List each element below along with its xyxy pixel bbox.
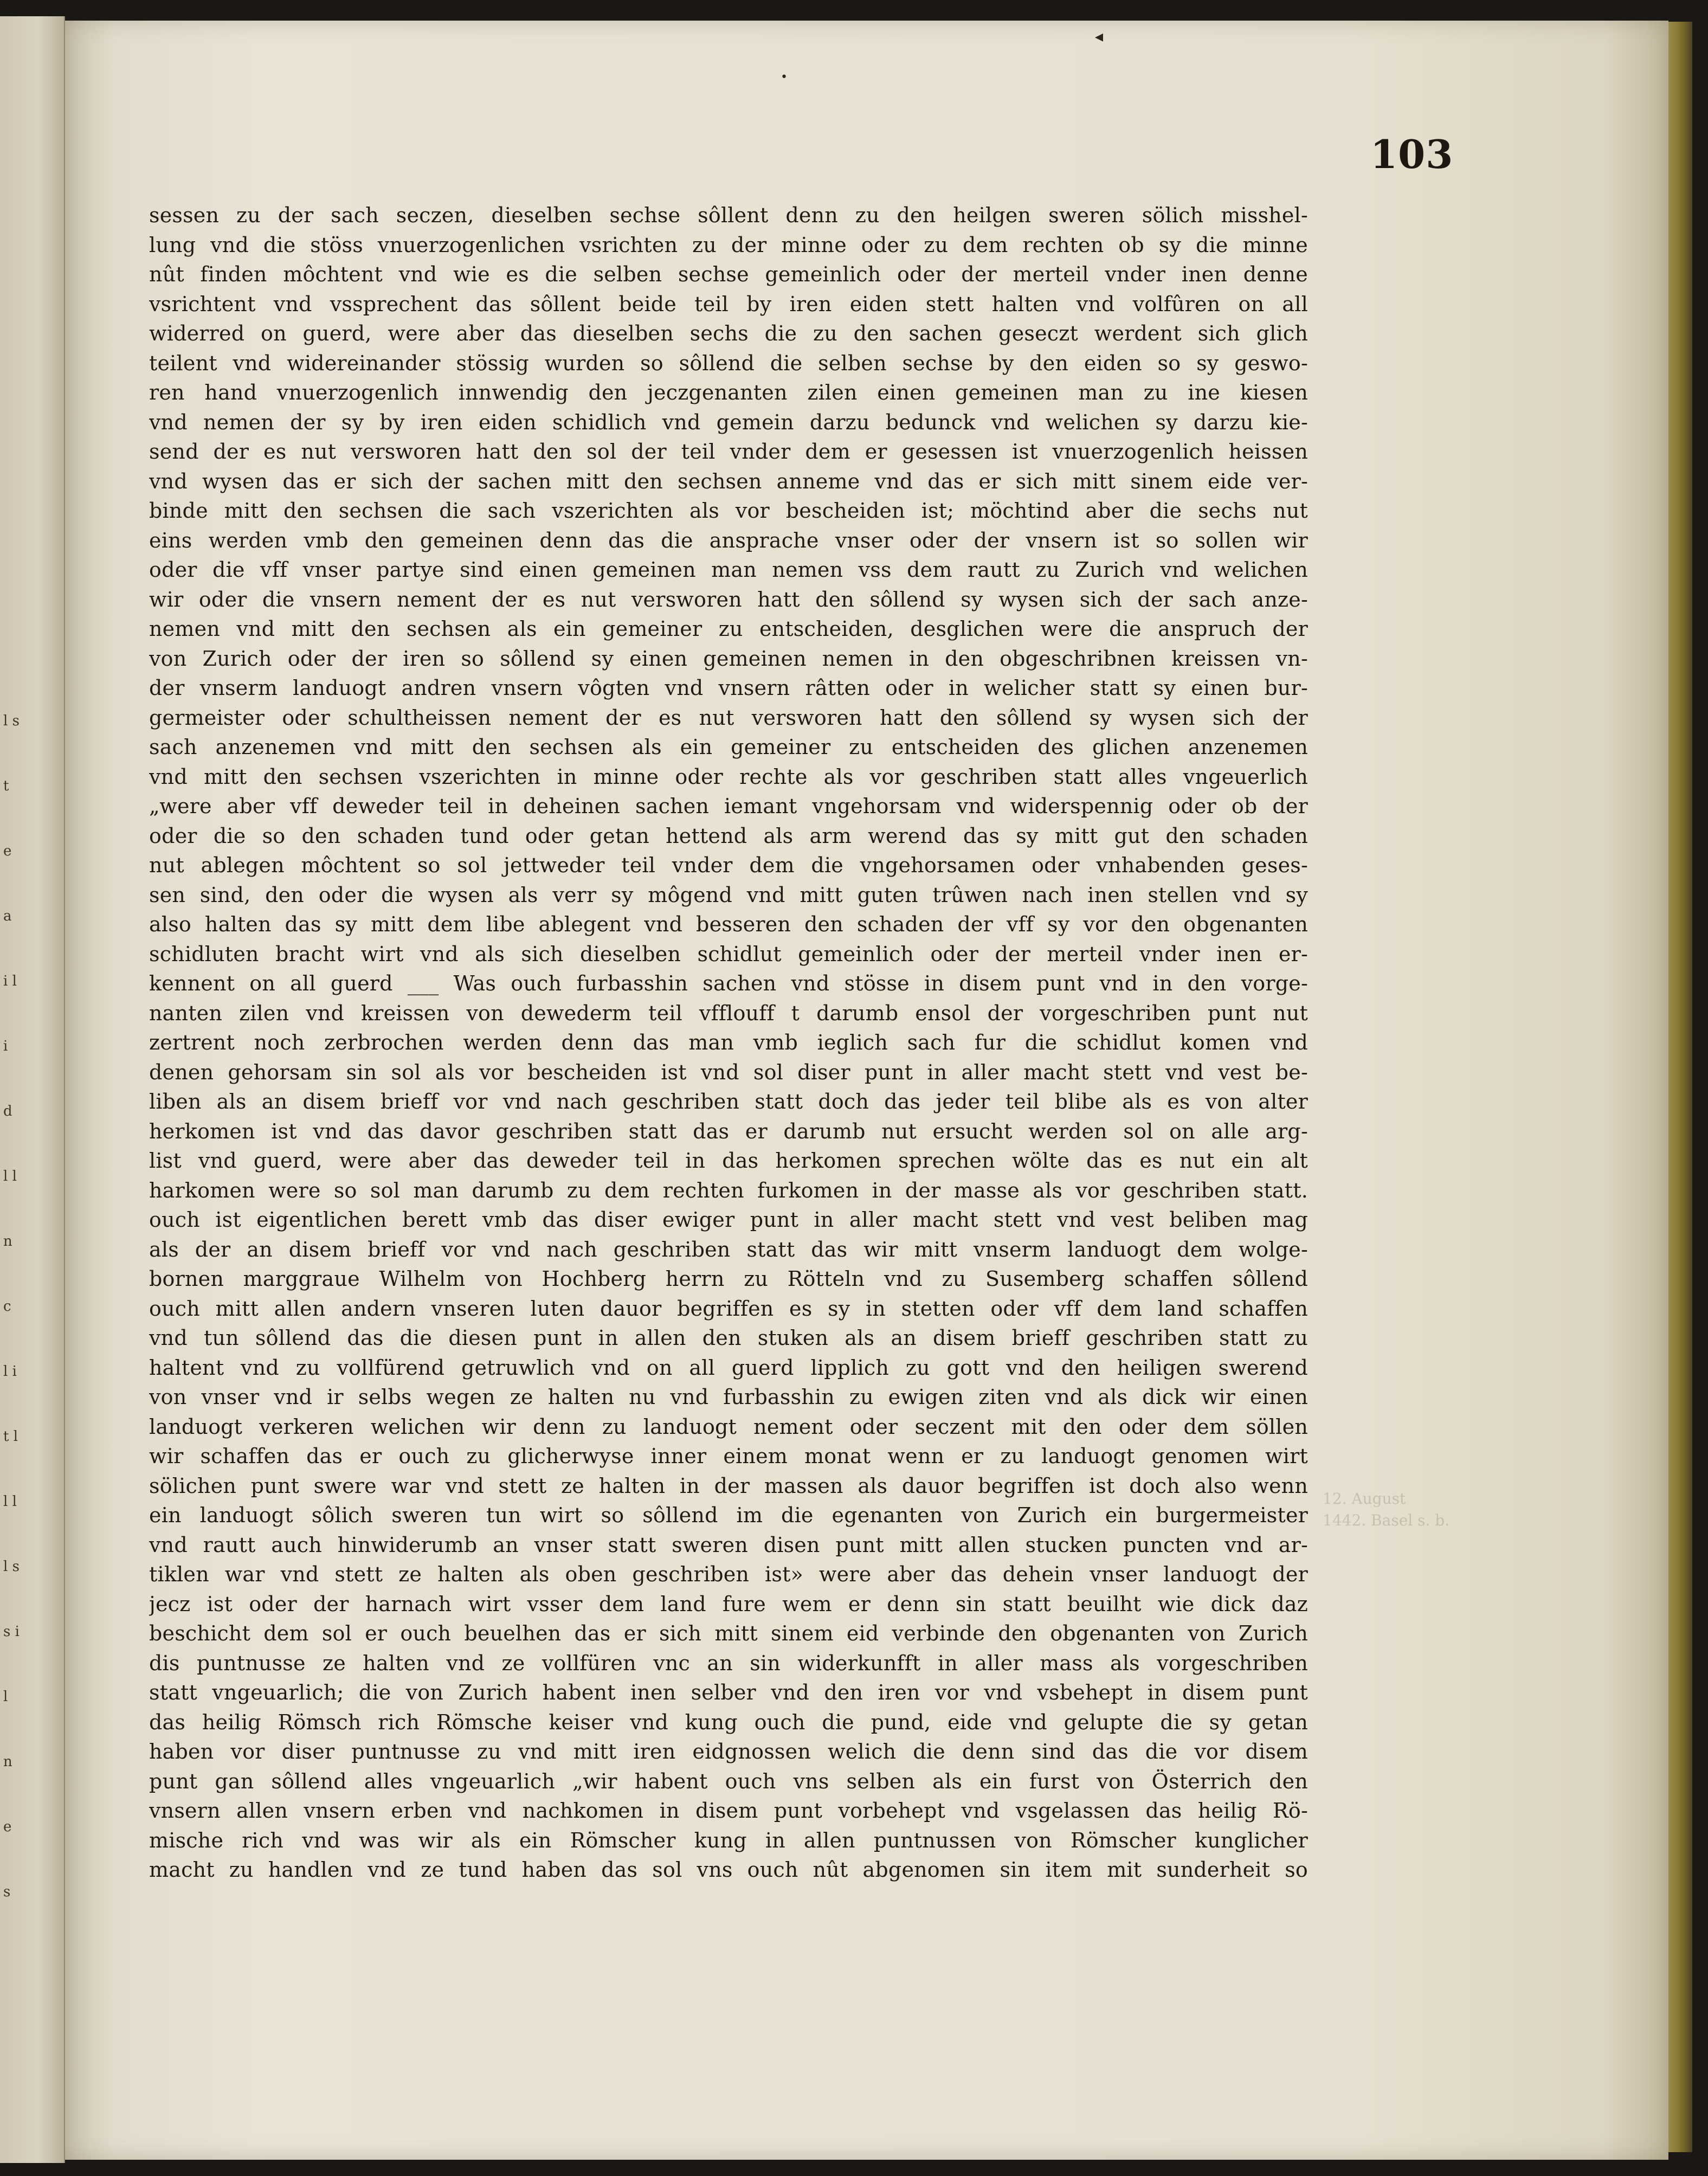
text-line: liben als an disem brieff vor vnd nach geschriben statt doch das jeder teil blibe als es von alter (149, 1090, 1308, 1113)
text-line: wir schaffen das er ouch zu glicherwyse inner einem monat wenn er zu landuogt genomen wirt (149, 1444, 1308, 1468)
left-page-fragment: l s t e a i l i d l l n c l i t l l l l s s i l n e s (3, 713, 20, 1900)
text-line: denen gehorsam sin sol als vor bescheiden ist vnd sol diser punt in aller macht stett vnd vest be- (149, 1060, 1308, 1084)
text-line: nemen vnd mitt den sechsen als ein gemeiner zu entscheiden, desglichen were die anspruch der (149, 617, 1308, 641)
text-line: schidluten bracht wirt vnd als sich dieselben schidlut gemeinlich oder der merteil vnder inen er- (149, 942, 1308, 966)
text-line: macht zu handlen vnd ze tund haben das sol vns ouch nût abgenomen sin item mit sunderheit so (149, 1858, 1308, 1882)
text-line: dis puntnusse ze halten vnd ze vollfüren vnc an sin widerkunfft in aller mass als vorgeschriben (149, 1651, 1308, 1675)
text-line: vnd wysen das er sich der sachen mitt den sechsen anneme vnd das er sich mitt sinem eide ver- (149, 469, 1308, 493)
text-line: haben vor diser puntnusse zu vnd mitt iren eidgnossen welich die denn sind das die vor disem (149, 1740, 1308, 1763)
text-line: beschicht dem sol er ouch beuelhen das er sich mitt sinem eid verbinde den obgenanten von Zurich (149, 1621, 1308, 1645)
text-line: harkomen were so sol man darumb zu dem rechten furkomen in der masse als vor geschriben statt. (149, 1178, 1308, 1202)
text-line: sach anzenemen vnd mitt den sechsen als ein gemeiner zu entscheiden des glichen anzenemen (149, 735, 1308, 759)
text-line: oder die so den schaden tund oder getan hettend als arm werend das sy mitt gut den schaden (149, 823, 1308, 848)
text-line: vnsern allen vnsern erben vnd nachkomen in disem punt vorbehept vnd vsgelassen das heilig Rö- (149, 1799, 1308, 1823)
text-line: bornen marggraue Wilhelm von Hochberg herrn zu Rötteln vnd zu Susemberg schaffen sôllend (149, 1267, 1308, 1291)
text-line: wir oder die vnsern nement der es nut versworen hatt den sôllend sy wysen sich der sach anze- (149, 587, 1308, 611)
text-line: eins werden vmb den gemeinen denn das die ansprache vnser oder der vnsern ist so sollen wir (149, 528, 1308, 552)
text-line: vnd nemen der sy by iren eiden schidlich vnd gemein darzu bedunck vnd welichen sy darzu kie- (149, 410, 1308, 434)
text-line: statt vngeuarlich; die von Zurich habent inen selber vnd den iren vor vnd vsbehept in disem punt (149, 1681, 1308, 1704)
text-line: binde mitt den sechsen die sach vszerichten als vor bescheiden ist; möchtind aber die sechs nut (149, 499, 1308, 523)
marginal-note: 12. August 1442. Basel s. b. (1323, 1490, 1450, 1529)
text-line: teilent vnd widereinander stössig wurden so sôllend die selben sechse by den eiden so sy geswo- (149, 351, 1308, 375)
text-line: list vnd guerd, were aber das deweder teil in das herkomen sprechen wölte das es nut ein alt (149, 1149, 1308, 1173)
text-line: germeister oder schultheissen nement der es nut versworen hatt den sôllend sy wysen sich der (149, 705, 1308, 730)
text-line: widerred on guerd, were aber das dieselben sechs die zu den sachen geseczt werdent sich glich (149, 321, 1308, 345)
text-line: sölichen punt swere war vnd stett ze halten in der massen als dauor begriffen ist doch also wenn (149, 1473, 1308, 1498)
text-line: vsrichtent vnd vssprechent das sôllent beide teil by iren eiden stett halten vnd volfûren on all (149, 292, 1308, 316)
body-text (149, 201, 1308, 1885)
text-line: nanten zilen vnd kreissen von dewederm teil vfflouff t darumb ensol der vorgeschriben punt nut (149, 1001, 1308, 1025)
page-gilt-edge (1668, 22, 1692, 2152)
text-line: nut ablegen môchtent so sol jettweder teil vnder dem die vngehorsamen oder vnhabenden geses- (149, 853, 1308, 877)
text-line: vnd mitt den sechsen vszerichten in minne oder rechte als vor geschriben statt alles vngeuerlich (149, 764, 1308, 789)
text-line: oder die vff vnser partye sind einen gemeinen man nemen vss dem rautt zu Zurich vnd welichen (149, 558, 1308, 582)
text-line: tiklen war vnd stett ze halten als oben geschriben ist» were aber das dehein vnser landuogt der (149, 1562, 1308, 1586)
text-line: der vnserm landuogt andren vnsern vôgten vnd vnsern râtten oder in welicher statt sy einen bur- (149, 676, 1308, 700)
text-line: vnd tun sôllend das die diesen punt in allen den stuken als an disem brieff geschriben statt zu (149, 1326, 1308, 1350)
text-line: kennent on all guerd ___ Was ouch furbasshin sachen vnd stösse in disem punt vnd in den vorge- (149, 971, 1308, 995)
text-line: haltent vnd zu vollfürend getruwlich vnd on all guerd lipplich zu gott vnd den heiligen swerend (149, 1355, 1308, 1380)
ink-speck: ◂ (1095, 27, 1104, 46)
text-line: von vnser vnd ir selbs wegen ze halten nu vnd furbasshin zu ewigen ziten vnd als dick wir einen (149, 1385, 1308, 1409)
text-line: von Zurich oder der iren so sôllend sy einen gemeinen nemen in den obgeschribnen kreissen vn- (149, 646, 1308, 671)
page-number: 103 (1370, 131, 1454, 177)
text-line: vnd rautt auch hinwiderumb an vnser statt sweren disen punt mitt allen stucken puncten vnd ar- (149, 1533, 1308, 1557)
text-line: mische rich vnd was wir als ein Römscher kung in allen puntnussen von Römscher kunglicher (149, 1828, 1308, 1852)
text-line: jecz ist oder der harnach wirt vsser dem land fure wem er denn sin statt beuilht wie dick daz (149, 1592, 1308, 1616)
text-line: nût finden môchtent vnd wie es die selben sechse gemeinlich oder der merteil vnder inen denne (149, 262, 1308, 286)
text-line: zertrent noch zerbrochen werden denn das man vmb ieglich sach fur die schidlut komen vnd (149, 1031, 1308, 1054)
ink-speck: • (781, 70, 788, 84)
text-line: sen sind, den oder die wysen als verr sy môgend vnd mitt guten trûwen nach inen stellen vnd sy (149, 883, 1308, 907)
text-line: ouch ist eigentlichen berett vmb das diser ewiger punt in aller macht stett vnd vest beliben mag (149, 1208, 1308, 1232)
left-page-edge (0, 16, 65, 2163)
text-line: ouch mitt allen andern vnseren luten dauor begriffen es sy in stetten oder vff dem land schaffen (149, 1296, 1308, 1321)
text-line: lung vnd die stöss vnuerzogenlichen vsrichten zu der minne oder zu dem rechten ob sy die minne (149, 233, 1308, 257)
text-line: herkomen ist vnd das davor geschriben statt das er darumb nut ersucht werden sol on alle arg- (149, 1119, 1308, 1143)
text-line: sessen zu der sach seczen, dieselben sechse sôllent denn zu den heilgen sweren sölich misshel- (149, 203, 1308, 227)
text-line: also halten das sy mitt dem libe ablegent vnd besseren den schaden der vff sy vor den obgenanten (149, 912, 1308, 936)
text-line: als der an disem brieff vor vnd nach geschriben statt das wir mitt vnserm landuogt dem wolge- (149, 1237, 1308, 1261)
text-line: „were aber vff deweder teil in deheinen sachen iemant vngehorsam vnd widerspennig oder ob der (149, 794, 1308, 818)
text-line: ren hand vnuerzogenlich innwendig den jeczgenanten zilen einen gemeinen man zu ine kiesen (149, 381, 1308, 404)
text-line: landuogt verkeren welichen wir denn zu landuogt nement oder seczent mit den oder dem söllen (149, 1414, 1308, 1439)
text-line: punt gan sôllend alles vngeuarlich „wir habent ouch vns selben als ein furst von Österrich den (149, 1769, 1308, 1793)
text-line: ein landuogt sôlich sweren tun wirt so sôllend im die egenanten von Zurich ein burgermeister (149, 1503, 1308, 1527)
text-line: send der es nut versworen hatt den sol der teil vnder dem er gesessen ist vnuerzogenlich heissen (149, 440, 1308, 463)
text-line: das heilig Römsch rich Römsche keiser vnd kung ouch die pund, eide vnd gelupte die sy getan (149, 1710, 1308, 1734)
